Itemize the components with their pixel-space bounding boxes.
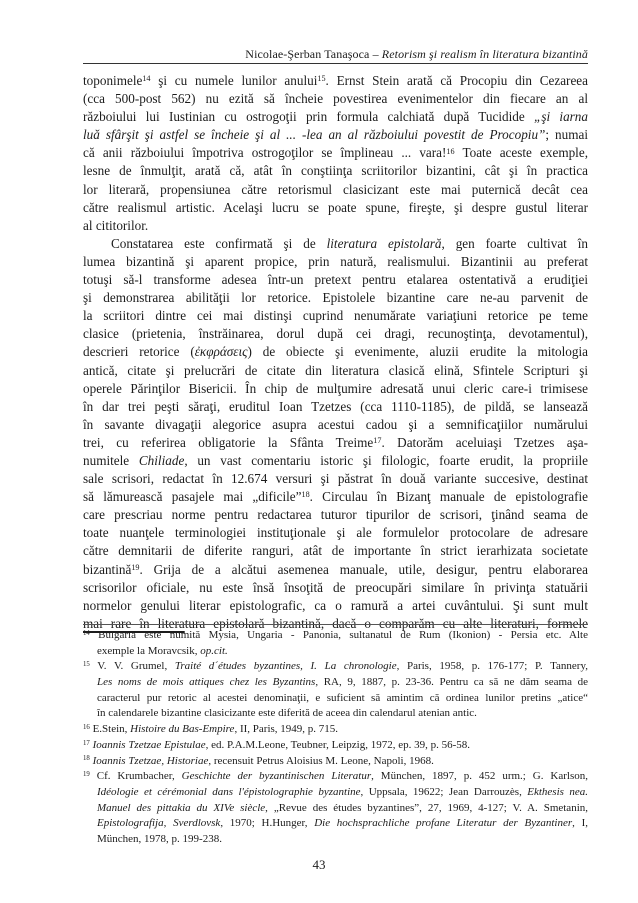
text-run: . Circulau în Bizanţ manuale de epistolografie	[309, 489, 588, 505]
text-line	[83, 253, 588, 271]
text-line	[83, 162, 588, 180]
text-line	[83, 416, 588, 434]
text-run: lumea bizantină şi aparent propice, prin natură, realismului. Bizantinii au preferat	[83, 253, 588, 269]
text-line	[83, 126, 588, 144]
text-run: normelor genului literar epistolografic, ca o ramură a artei cuvântului. Şi sunt mult	[83, 597, 588, 613]
italic-text: literatura epistolară	[326, 235, 442, 251]
footnote-reference: 18	[301, 490, 310, 500]
page-number: 43	[312, 857, 326, 872]
text-run: în savante divagaţii alegorice asupra acestui cadou şi a semnificaţiilor numărului	[83, 416, 588, 432]
text-line	[83, 597, 588, 615]
footnote-line	[83, 644, 588, 660]
text-run: războiului lui Iustinian cu ostrogoţii prin formula calchiată după Tucidide	[83, 109, 534, 125]
text-run: al cititorilor.	[83, 217, 149, 233]
underlined-text: mai rare în litera	[83, 615, 185, 631]
text-run: în dar trei peşti săraţi, eruditul Ioan Tzetzes (cca 1110-1185), de pildă, se lansează	[83, 398, 588, 414]
text-line	[83, 343, 588, 361]
text-run: tura epistolară bizantină, dacă o comparăm cu alte literaturi, formele	[184, 615, 588, 631]
footnote-reference: 18	[83, 755, 90, 763]
footnote-line	[83, 816, 588, 832]
footnote-line	[83, 754, 588, 770]
italic-text: op.cit.	[200, 644, 228, 657]
text-run: operele Părinţilor Bisericii. În chip de mulţumire adresată unui cleric care-i trimisese	[83, 380, 588, 396]
text-run: München, 1978, p. 199-238.	[97, 832, 222, 845]
main-text	[83, 72, 588, 633]
italic-text: Traité d´études byzantines, I. La chronologie,	[174, 660, 400, 673]
footnote-reference: 16	[446, 146, 455, 156]
footnote-reference: 19	[83, 771, 90, 779]
italic-text: luă sfârşit şi astfel se încheie şi al ... -lea an al războiului povestit de Procopiu”	[83, 127, 546, 143]
text-line	[83, 271, 588, 289]
footnote-reference: 17	[83, 739, 90, 747]
text-line	[83, 380, 588, 398]
text-run: că anii războiului împotriva ostrogoţilor se împlineau ... vara!	[83, 145, 447, 161]
text-run: scrisorilor oficiale, nu este însă însoţită de preocupări similare în privinţa statuării	[83, 579, 588, 595]
text-run: , gen foarte cultivat în	[441, 235, 588, 251]
text-run: Toate aceste exemple,	[454, 145, 588, 161]
text-run: ed. P.A.M.Leone, Teubner, Leipzig, 1972, ep. 39, p. 56-58.	[208, 738, 470, 751]
text-run: ) de obiecte şi evenimente, aluzii erudite la mitologia	[247, 344, 588, 360]
text-run: Cf. Krumbacher,	[89, 770, 182, 783]
header-author: Nicolae-Şerban Tanaşoca	[245, 47, 370, 61]
footnote-reference: 17	[373, 436, 382, 446]
text-run: , I,	[572, 817, 588, 830]
text-line	[83, 217, 588, 235]
text-line	[83, 144, 588, 162]
italic-text: Ioannis Tzetzae Epistulae,	[92, 738, 209, 751]
italic-text: Die hochsprachliche profane Literatur der Byzantiner	[314, 817, 573, 830]
text-line	[83, 90, 588, 108]
footnote-line	[83, 722, 588, 738]
text-run: ; numai	[545, 127, 588, 143]
text-line	[83, 108, 588, 126]
text-run: să lămurească pasajele mai „dificile”	[83, 489, 302, 505]
footnote-line	[83, 801, 588, 817]
text-run: . Ernst Stein arată că Procopiu din Cezareea	[325, 73, 589, 88]
text-line	[83, 561, 588, 579]
text-run: V. V. Grumel,	[89, 660, 175, 673]
text-run: bizantină	[83, 561, 132, 577]
text-line	[83, 506, 588, 524]
text-run: Paris, 1958, p. 176-177; P. Tannery,	[399, 660, 588, 673]
text-line	[83, 452, 588, 470]
text-line	[83, 307, 588, 325]
italic-text: Epistolografija, Sverdlovsk	[97, 817, 221, 830]
footnote-line	[83, 706, 588, 722]
italic-text: ἐκφράσεις	[194, 344, 248, 360]
text-run: , RA, 9, 1887, p. 23-36. Pentru ca să ne dăm seama de	[315, 676, 588, 689]
text-run: , 1970; H.Hunger,	[220, 817, 315, 830]
footnote-line	[83, 628, 588, 644]
text-run: (cca 500-post 562) nu ezită să încheie povestirea evenimentelor din fiecare an al	[83, 91, 588, 107]
text-run: toate nuanţele terminologiei instituţionale şi ale formulelor protocolare de adresare	[83, 525, 588, 541]
italic-text: Ioannis Tzetzae, Historiae	[92, 754, 209, 767]
text-line	[83, 398, 588, 416]
header-title: Retorism şi realism în literatura bizantină	[381, 47, 588, 61]
text-run: care prescriau norme pentru redactarea tuturor tipurilor de scrisori, ţinând seama de	[83, 507, 588, 523]
text-run: caracterul pur retoric al acestei denominaţii, e suficient să amintim că ordinea lunilor pretins „atice“	[97, 691, 588, 704]
text-run: , München, 1897, p. 452 urm.; G. Karlson,	[371, 770, 588, 783]
text-line	[83, 181, 588, 199]
text-run: , II, Paris, 1949, p. 715.	[234, 723, 339, 736]
text-run: către realismul artistic. Acelaşi lucru se poate spune, fireşte, şi despre gustul literar	[83, 199, 588, 215]
text-line	[83, 199, 588, 217]
footnote-reference: 15	[83, 661, 90, 669]
text-run: lesne de înmulţit, arată că, atât în conştiinţa scriitorilor bizantini, cât şi în practica	[83, 163, 588, 179]
text-line	[83, 289, 588, 307]
text-line	[83, 434, 588, 452]
text-run: , un vast comentariu istoric şi filologic, foarte erudit, la propriile	[184, 452, 588, 468]
header-rule	[83, 63, 588, 64]
footnote-separator	[83, 624, 588, 625]
footnote-reference: 14	[83, 629, 90, 637]
header-separator: –	[369, 47, 382, 61]
text-run: Constatarea este confirmată şi de	[111, 235, 327, 251]
italic-text: Chiliade	[138, 452, 185, 468]
text-run: toponimele	[83, 73, 143, 88]
italic-text: Histoire du Bas-Empire	[130, 723, 235, 736]
running-header	[245, 47, 588, 62]
text-run: antică, citate şi prelucrări de citate din literatura clasică elină, Sfintele Scripturi şi	[83, 362, 588, 378]
text-run: către demnitarii de diferite ranguri, atât de importante în strict ierarhizata societate	[83, 543, 588, 559]
text-line	[83, 470, 588, 488]
text-run: clasice (prietenia, înstrăinarea, dorul după cei dragi, recunoştinţa, devotamentul),	[83, 326, 588, 342]
text-line	[83, 524, 588, 542]
text-run: trei, cu referirea obligatorie la Sfânta Treime	[83, 434, 374, 450]
text-line	[83, 579, 588, 597]
footnote-reference: 14	[142, 74, 151, 84]
text-line	[83, 325, 588, 343]
italic-text: „şi iarna	[534, 109, 588, 125]
text-run: şi cu numele lunilor anului	[150, 73, 318, 88]
footnote-line	[83, 832, 588, 848]
text-line	[83, 488, 588, 506]
footnote-line	[83, 675, 588, 691]
italic-text: Manuel des pittakia du XIVe siècle	[97, 801, 266, 814]
text-run: descrieri retorice (	[83, 344, 195, 360]
text-run: . Grija de a alcătui asemenea manuale, utile, desigur, pentru elaborarea	[139, 561, 588, 577]
italic-text: Geschichte der byzantinischen Literatur	[181, 770, 372, 783]
text-run: Bulgaria este numită Mysia, Ungaria - Panonia, sultanatul de Rum (Ikonion) - Persia etc. Alte	[89, 629, 588, 641]
italic-text: Ekthesis nea.	[527, 785, 588, 798]
text-line	[83, 235, 588, 253]
text-run: exemple la Moravcsik,	[97, 644, 201, 657]
text-run: sale scrisori, redactat în 12.674 versuri şi păstrat în două variante succesive, destinat	[83, 471, 588, 487]
footnote-reference: 16	[83, 724, 90, 732]
footnote-line	[83, 769, 588, 785]
footnote-line	[83, 691, 588, 707]
text-run: totuşi să-l transforme adesea într-un pretext pentru etalarea ostentativă a erudiţiei	[83, 272, 588, 288]
text-run: , „Revue des études byzantines”, 27, 1969, 4-127; V. A. Smetanin,	[265, 801, 588, 814]
footnote-reference: 19	[131, 562, 140, 572]
text-line	[83, 72, 588, 90]
footnote-reference: 15	[317, 74, 326, 84]
footnote-line	[83, 738, 588, 754]
footnote-line	[83, 659, 588, 675]
text-run: lor literară, propensiunea către retorismul clasicizant este mai puternică decât cea	[83, 181, 588, 197]
text-run: la scriitori dintre cei mai distinşi cuprind nenumărate variaţiuni retorice pe teme	[83, 308, 588, 324]
italic-text: Idéologie et cérémonial dans l'épistolographie byzantine	[97, 785, 361, 798]
italic-text: Les noms de mois attiques chez les Byzantins	[97, 676, 316, 689]
footnote-line	[83, 785, 588, 801]
text-run: , recensuit Petrus Aloisius M. Leone, Napoli, 1968.	[208, 754, 434, 767]
text-line	[83, 362, 588, 380]
text-line	[83, 542, 588, 560]
text-run: E.Stein,	[89, 723, 131, 736]
text-run: şi demonstrarea abilităţii lor retorice. Epistolele bizantine care ne-au parvenit de	[83, 290, 588, 306]
footnotes	[83, 628, 588, 848]
text-run: numitele	[83, 452, 139, 468]
text-run: în calendarele bizantine clasicizante este diferită de aceea din calendarul atenian antic.	[97, 707, 477, 720]
text-run: , Uppsala, 19622; Jean Darrouzès,	[360, 785, 528, 798]
text-run: . Datorăm aceluiaşi Tzetzes aşa-	[381, 434, 588, 450]
